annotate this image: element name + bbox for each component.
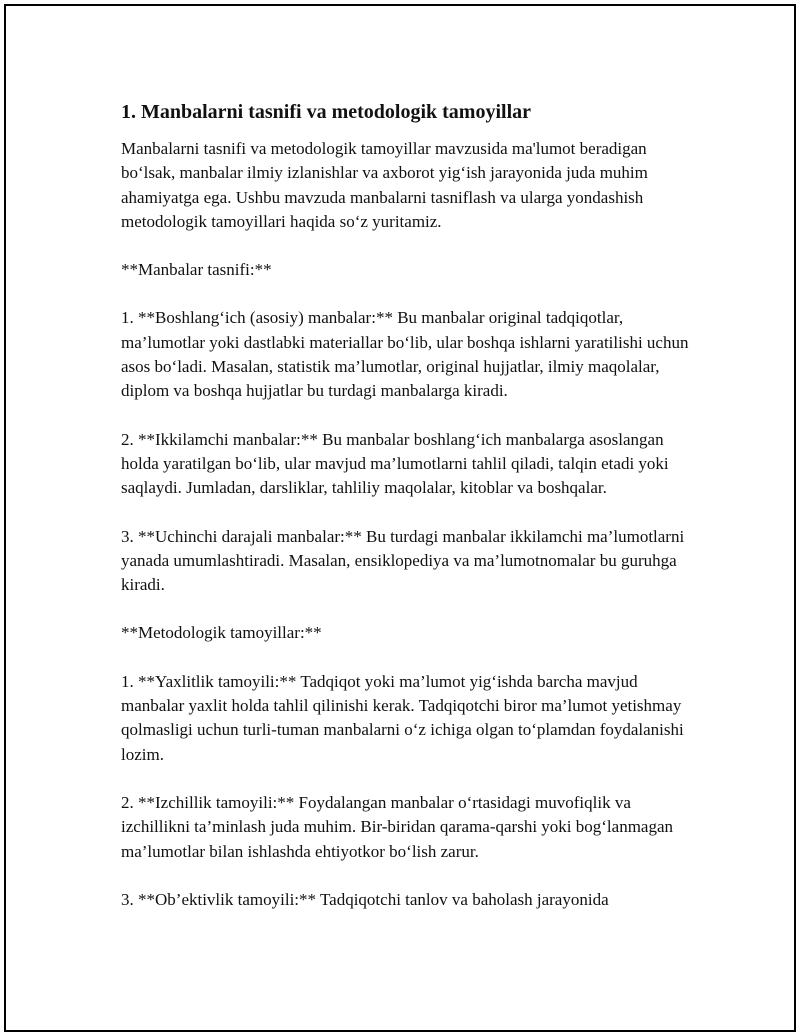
objectivity-principle-paragraph: 3. **Ob’ektivlik tamoyili:** Tadqiqotchi tanlov va baholash jarayonida [121, 889, 609, 909]
consistency-principle-paragraph: 2. **Izchillik tamoyili:** Foydalangan manbalar o‘rtasidagi muvofiqlik va izchillikni ta’minlash juda muhim. Bir-biridan qarama-qarshi yoki bog‘lanmagan ma’lumotlar bilan ishlashda ehtiyotkor bo‘lish zarur. [121, 792, 674, 861]
document-body [121, 99, 701, 936]
primary-sources-paragraph: 1. **Boshlang‘ich (asosiy) manbalar:** Bu manbalar original tadqiqotlar, ma’lumotlar yoki dastlabki materiallar bo‘lib, ular boshqa ishlarni yaratilishi uchun asos bo‘ladi. Masalan, statistik ma’lumotlar, original hujjatlar, ilmiy maqolalar, diplom va boshqa hujjatlar bu turdagi manbalarga kiradi. [121, 308, 689, 401]
tertiary-sources-paragraph: 3. **Uchinchi darajali manbalar:** Bu turdagi manbalar ikkilamchi ma’lumotlarni yanada umumlashtiradi. Masalan, ensiklopediya va ma’lumotnomalar bu guruhga kiradi. [121, 526, 685, 595]
integrity-principle-paragraph: 1. **Yaxlitlik tamoyili:** Tadqiqot yoki ma’lumot yig‘ishda barcha mavjud manbalar yaxlit holda tahlil qilinishi kerak. Tadqiqotchi biror ma’lumot yetishmay qolmasligi uchun turli-tuman manbalarni o‘z ichiga olgan to‘plamdan foydalanishi lozim. [121, 671, 684, 764]
section-heading: 1. Manbalarni tasnifi va metodologik tamoyillar [121, 101, 531, 123]
secondary-sources-paragraph: 2. **Ikkilamchi manbalar:** Bu manbalar boshlang‘ich manbalarga asoslangan holda yaratilgan bo‘lib, ular mavjud ma’lumotlarni tahlil qiladi, talqin etadi yoki saqlaydi. Jumladan, darsliklar, tahliliy maqolalar, kitoblar va boshqalar. [121, 429, 669, 498]
intro-paragraph: Manbalarni tasnifi va metodologik tamoyillar mavzusida ma'lumot beradigan bo‘lsak, manbalar ilmiy izlanishlar va axborot yig‘ish jarayonida juda muhim ahamiyatga ega. Ushbu mavzuda manbalarni tasniflash va ularga yondashish metodologik tamoyillari haqida so‘z yuritamiz. [121, 139, 648, 231]
classification-subheading: **Manbalar tasnifi:** [121, 260, 272, 280]
document-page [4, 4, 796, 1032]
principles-subheading: **Metodologik tamoyillar:** [121, 623, 322, 643]
